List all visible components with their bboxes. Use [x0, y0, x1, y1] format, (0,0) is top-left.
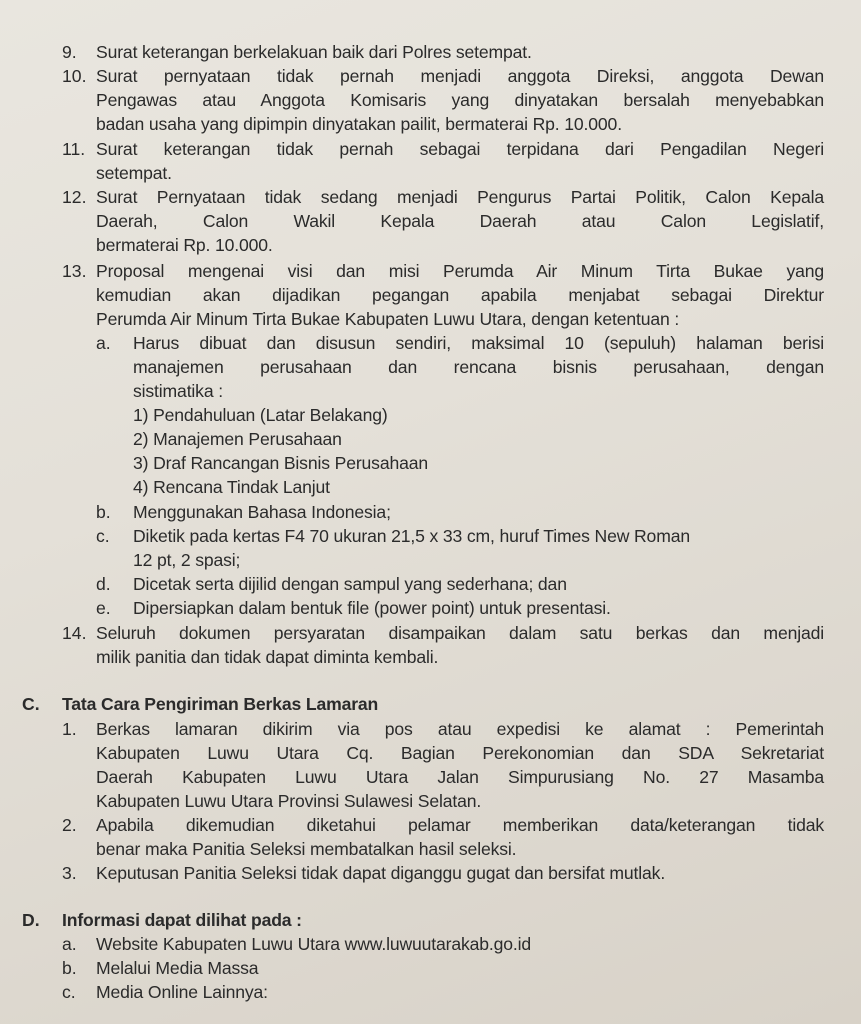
sistimatika-item: 1) Pendahuluan (Latar Belakang): [133, 405, 388, 425]
item-text: Surat Pernyataan tidak sedang menjadi Pengurus Partai Politik, Calon Kepala: [96, 187, 824, 207]
item-number: 2.: [62, 815, 77, 835]
item-text: Perumda Air Minum Tirta Bukae Kabupaten Luwu Utara, dengan ketentuan :: [96, 309, 680, 329]
sub-item-letter: d.: [96, 574, 111, 594]
item-number: 10.: [62, 66, 87, 86]
item-text: Keputusan Panitia Seleksi tidak dapat diganggu gugat dan bersifat mutlak.: [96, 863, 666, 883]
item-text: Surat pernyataan tidak pernah menjadi anggota Direksi, anggota Dewan: [96, 66, 824, 86]
sub-item-text: manajemen perusahaan dan rencana bisnis perusahaan, dengan: [133, 357, 824, 377]
sub-item-text: Dicetak serta dijilid dengan sampul yang sederhana; dan: [133, 574, 567, 594]
item-letter: b.: [62, 958, 77, 978]
item-number: 12.: [62, 187, 87, 207]
sistimatika-item: 2) Manajemen Perusahaan: [133, 429, 342, 449]
item-text: Media Online Lainnya:: [96, 982, 268, 1002]
item-number: 3.: [62, 863, 77, 883]
sistimatika-item: 4) Rencana Tindak Lanjut: [133, 477, 330, 497]
sub-item-text: Harus dibuat dan disusun sendiri, maksimal 10 (sepuluh) halaman berisi: [133, 333, 824, 353]
item-text: Kabupaten Luwu Utara Provinsi Sulawesi Selatan.: [96, 791, 482, 811]
item-number: 1.: [62, 719, 77, 739]
section-heading: Tata Cara Pengiriman Berkas Lamaran: [62, 694, 379, 714]
section-heading: Informasi dapat dilihat pada :: [62, 910, 302, 930]
sub-item-text: Diketik pada kertas F4 70 ukuran 21,5 x 33 cm, huruf Times New Roman: [133, 526, 690, 546]
sub-item-letter: c.: [96, 526, 110, 546]
item-text: Melalui Media Massa: [96, 958, 259, 978]
item-text: Surat keterangan berkelakuan baik dari Polres setempat.: [96, 42, 532, 62]
sub-item-letter: a.: [96, 333, 111, 353]
item-text: Website Kabupaten Luwu Utara www.luwuutarakab.go.id: [96, 934, 532, 954]
section-letter: D.: [22, 910, 40, 930]
item-number: 9.: [62, 42, 77, 62]
item-text: Seluruh dokumen persyaratan disampaikan dalam satu berkas dan menjadi: [96, 623, 824, 643]
sub-item-text: sistimatika :: [133, 381, 223, 401]
item-text: kemudian akan dijadikan pegangan apabila menjabat sebagai Direktur: [96, 285, 824, 305]
item-text: Surat keterangan tidak pernah sebagai terpidana dari Pengadilan Negeri: [96, 139, 824, 159]
item-text: Pengawas atau Anggota Komisaris yang dinyatakan bersalah menyebabkan: [96, 90, 824, 110]
sistimatika-item: 3) Draf Rancangan Bisnis Perusahaan: [133, 453, 428, 473]
item-text: Daerah, Calon Wakil Kepala Daerah atau Calon Legislatif,: [96, 211, 824, 231]
sub-item-text: Menggunakan Bahasa Indonesia;: [133, 502, 391, 522]
item-text: Proposal mengenai visi dan misi Perumda Air Minum Tirta Bukae yang: [96, 261, 824, 281]
section-letter: C.: [22, 694, 40, 714]
item-text: badan usaha yang dipimpin dinyatakan pailit, bermaterai Rp. 10.000.: [96, 114, 622, 134]
item-text: Apabila dikemudian diketahui pelamar memberikan data/keterangan tidak: [96, 815, 824, 835]
sub-item-letter: b.: [96, 502, 111, 522]
item-text: bermaterai Rp. 10.000.: [96, 235, 273, 255]
item-text: Daerah Kabupaten Luwu Utara Jalan Simpurusiang No. 27 Masamba: [96, 767, 824, 787]
item-text: Berkas lamaran dikirim via pos atau expedisi ke alamat : Pemerintah: [96, 719, 824, 739]
sub-item-letter: e.: [96, 598, 111, 618]
item-number: 11.: [62, 139, 86, 159]
item-number: 14.: [62, 623, 87, 643]
sub-item-text: 12 pt, 2 spasi;: [133, 550, 241, 570]
item-number: 13.: [62, 261, 87, 281]
item-text: setempat.: [96, 163, 172, 183]
sub-item-text: Dipersiapkan dalam bentuk file (power point) untuk presentasi.: [133, 598, 611, 618]
item-letter: a.: [62, 934, 77, 954]
item-text: benar maka Panitia Seleksi membatalkan hasil seleksi.: [96, 839, 517, 859]
item-letter: c.: [62, 982, 76, 1002]
item-text: milik panitia dan tidak dapat diminta kembali.: [96, 647, 439, 667]
item-text: Kabupaten Luwu Utara Cq. Bagian Perekonomian dan SDA Sekretariat: [96, 743, 824, 763]
